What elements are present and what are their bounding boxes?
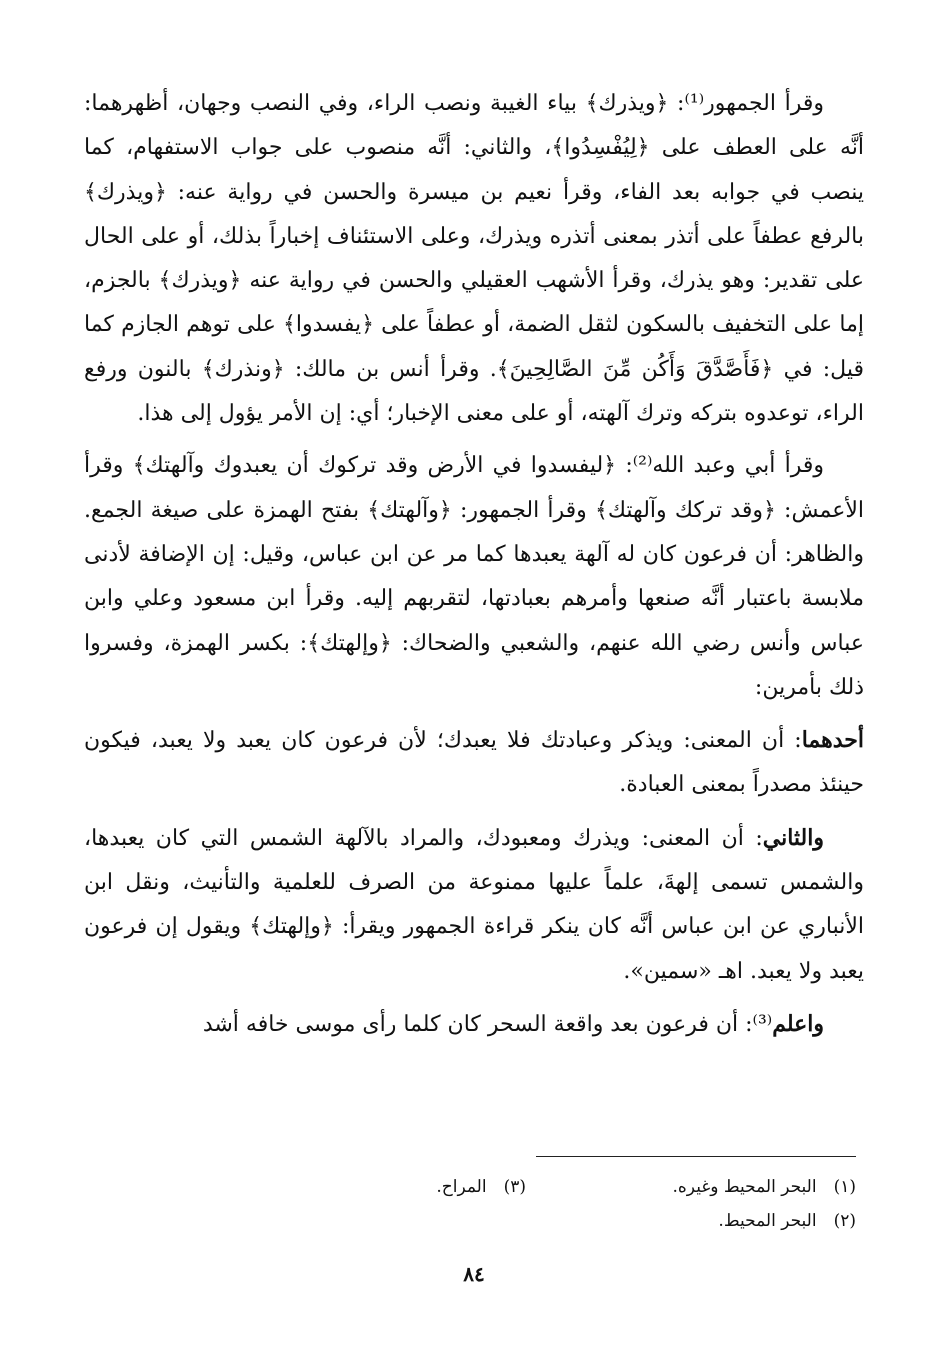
- footnote-item: [436, 1170, 526, 1204]
- footnote-row: [236, 1170, 856, 1204]
- footnote-text: المراح.: [436, 1177, 487, 1197]
- page-number: ٨٤: [463, 1262, 485, 1286]
- footnote-separator: [536, 1156, 856, 1157]
- footnote-number: (٣): [503, 1177, 526, 1197]
- paragraph-text: وقرأ أبي وعبد الله⁽²⁾: ﴿ليفسدوا في الأرض وقد تركوك أن يعبدوك وآلهتك﴾ وقرأ الأعمش: ﴿وقد تركك وآلهتك﴾ وقرأ الجمهور: ﴿وآلهتك﴾ بفتح الهمزة على صيغة الجمع. والظاهر: أن فرعون كان له آلهة يعبدها كما مر عن ابن عباس، وقيل: إن الإضافة لأدنى ملابسة باعتبار أنَّه صنعها وأمرهم بعبادتها، لتقربهم إليه. وقرأ ابن مسعود وعلي وابن عباس وأنس رضي الله عنهم، والشعبي والضحاك: ﴿وإلهتك﴾: بكسر الهمزة، وفسروا ذلك بأمرين:: [84, 453, 864, 700]
- footnote-number: (١): [833, 1177, 856, 1197]
- paragraph-text: ⁽³⁾: أن فرعون بعد واقعة السحر كان كلما رأى موسى خافه أشد: [202, 1011, 773, 1037]
- footnote-number: (٢): [833, 1211, 856, 1231]
- paragraph-2: [84, 444, 864, 710]
- paragraph-lead: والثاني: [762, 824, 824, 851]
- footnotes: [236, 1170, 856, 1238]
- footnote-text: البحر المحيط وغيره.: [672, 1177, 817, 1197]
- footnote-row: [236, 1204, 856, 1238]
- paragraph-lead: أحدهما: [801, 727, 864, 754]
- paragraph-5: [84, 1002, 864, 1047]
- footnote-text: البحر المحيط.: [718, 1211, 817, 1231]
- footnote-item: [526, 1204, 856, 1238]
- paragraph-1: [84, 82, 864, 436]
- paragraph-4: [84, 816, 864, 994]
- paragraph-text: وقرأ الجمهور⁽¹⁾: ﴿ويذرك﴾ بياء الغيبة ونصب الراء، وفي النصب وجهان، أظهرهما: أنَّه على العطف على ﴿لِيُفْسِدُوا﴾، والثاني: أنَّه منصوب على جواب الاستفهام، كما ينصب في جوابه بعد الفاء، وقرأ نعيم بن ميسرة والحسن في رواية عنه: ﴿ويذرك﴾ بالرفع عطفاً على أتذر بمعنى أتذره ويذرك، وعلى الاستئناف إخباراً بذلك، أو على الحال على تقدير: وهو يذرك، وقرأ الأشهب العقيلي والحسن في رواية عنه ﴿ويذرك﴾ بالجزم، إما على التخفيف بالسكون لثقل الضمة، أو عطفاً على ﴿يفسدوا﴾ على توهم الجازم كما قيل: في ﴿فَأَصَّدَّقَ وَأَكُن مِّنَ الصَّالِحِينَ﴾. وقرأ أنس بن مالك: ﴿ونذرك﴾ بالنون ورفع الراء، توعدوه بتركه وترك آلهته، أو على معنى الإخبار؛ أي: إن الأمر يؤول إلى هذا.: [84, 91, 864, 427]
- paragraph-text: : أن المعنى: ويذكر وعبادتك فلا يعبدك؛ لأن فرعون كان يعبد ولا يعبد، فيكون حينئذ مصدراً بمعنى العبادة.: [84, 728, 864, 798]
- paragraph-text: : أن المعنى: ويذرك ومعبودك، والمراد بالآلهة الشمس التي كان يعبدها، والشمس تسمى إلهةَ، علماً عليها ممنوعة من الصرف للعلمية والتأنيث، ونقل ابن الأنباري عن ابن عباس أنَّه كان ينكر قراءة الجمهور ويقرأ: ﴿وإلهتك﴾ ويقول إن فرعون يعبد ولا يعبد. اهـ «سمين».: [84, 825, 864, 984]
- paragraph-3: [84, 718, 864, 808]
- footnote-item: [526, 1170, 856, 1204]
- main-text: [84, 82, 864, 1047]
- paragraph-lead: واعلم: [772, 1010, 824, 1037]
